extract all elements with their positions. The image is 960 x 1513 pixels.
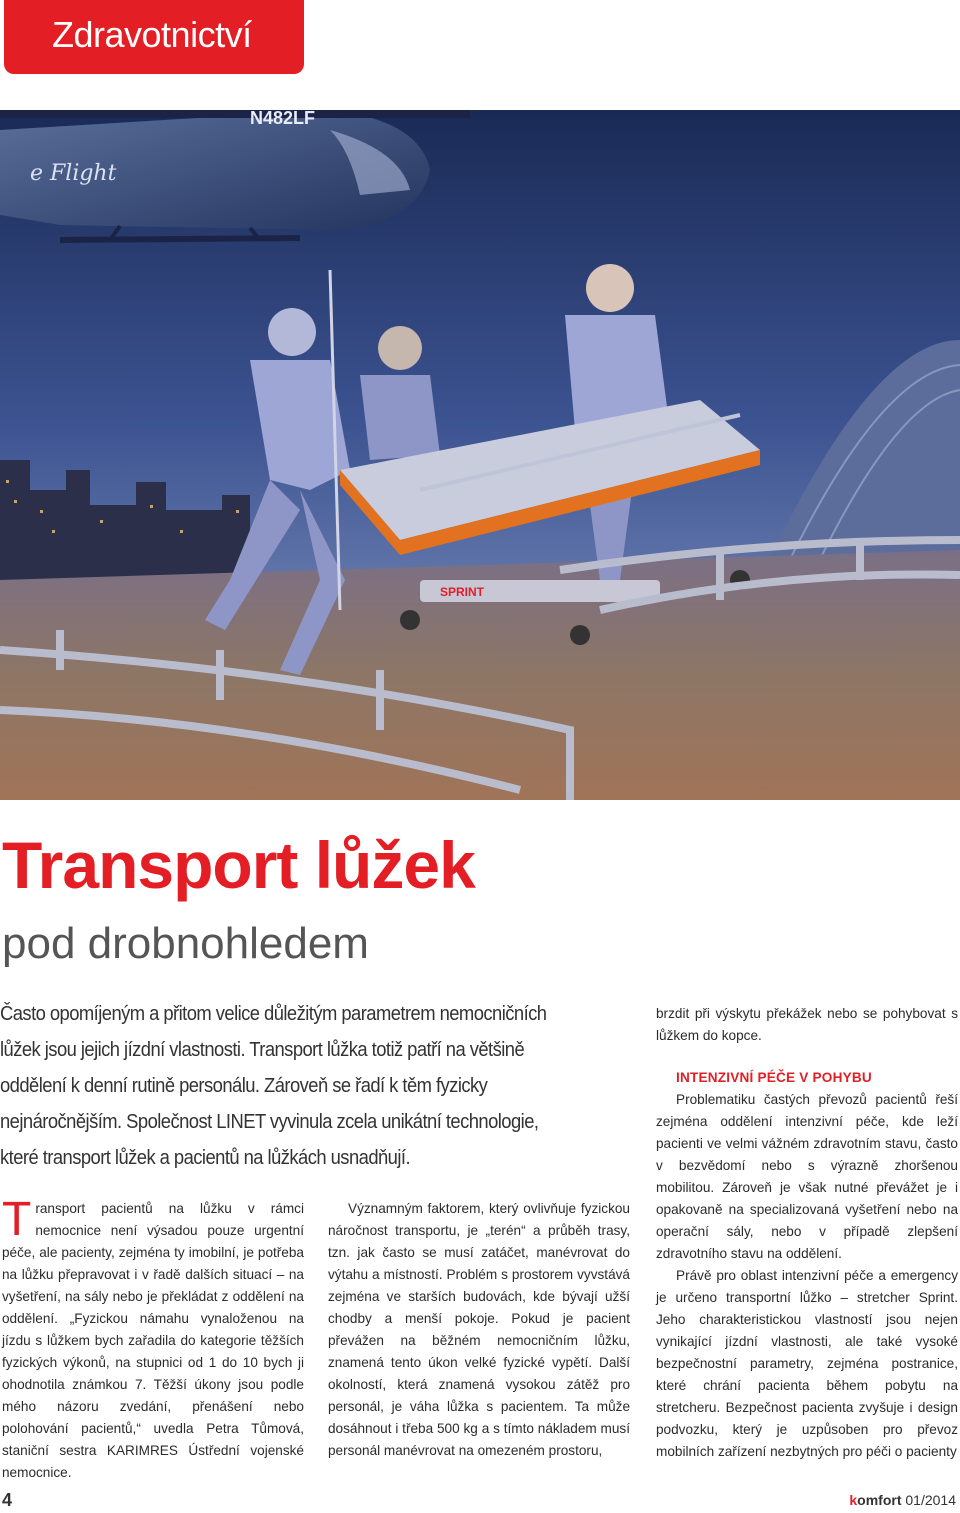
column-3-paragraph-1: Problematiku častých převozů pacientů řeší zejména oddělení intenzivní péče, kde leží pacienti ve velmi vážném zdravotním stavu, často v bezvědomí nebo s výrazně zhoršenou mobilitou. Zároveň je však nutné převážet je i opakovaně na specializovaná vyšetření nebo na operační sály, nebo v případě zlepšení zdravotního stavu na oddělení. bbox=[656, 1092, 958, 1261]
article-column-3 bbox=[656, 1003, 958, 1463]
article-column-1 bbox=[2, 1193, 304, 1484]
column-3-intro: brzdit při výskytu překážek nebo se pohybovat s lůžkem do kopce. bbox=[656, 1006, 958, 1043]
magazine-brand: omfort bbox=[857, 1492, 902, 1508]
magazine-brand-prefix: k bbox=[849, 1492, 858, 1508]
page-number: 4 bbox=[2, 1490, 13, 1510]
column-1-text: ransport pacientů na lůžku v rámci nemocnice není výsadou pouze urgentní péče, ale pacienty, zejména ty imobilní, je potřeba na lůžku přepravovat i v řadě dalších situací – na vyšetření, na sály nebo je překládat z oddělení na oddělení. „Fyzickou námahu vynaloženou na jízdu s lůžkem bych zařadila do kategorie těžších fyzických výkonů, na stupnici od 1 do 10 bych ji ohodnotila známkou 7. Těžší úkony jsou podle mého názoru zvedání, přenášení nebo polohování pacientů,“ uvedla Petra Tůmová, staniční sestra KARIMRES Ústřední vojenské nemocnice. bbox=[2, 1201, 304, 1480]
issue-number: 01/2014 bbox=[905, 1492, 956, 1508]
article-subtitle: pod drobnohledem bbox=[2, 919, 369, 968]
helicopter-registration: N482LF bbox=[250, 110, 316, 128]
stretcher-label: SPRINT bbox=[440, 585, 485, 599]
article-title: Transport lůžek bbox=[2, 828, 475, 902]
column-2-text: Významným faktorem, který ovlivňuje fyzickou náročnost transportu, je „terén“ a průběh trasy, tzn. jak často se musí zatáčet, manévrovat do výtahu a místností. Problém s prostorem vyvstává zejména ve starších budovách, kde bývají užší chodby a menší pokoje. Pokud je pacient převážen na běžném nemocničním lůžku, znamená tento úkon velké fyzické vypětí. Další okolností, která znamená vysokou zátěž pro personál, je váha lůžka s pacientem. Ta může dosáhnout i třeba 500 kg a s tímto nákladem musí personál manévrovat na omezeném prostoru, bbox=[328, 1201, 630, 1458]
section-title: Zdravotnictví bbox=[52, 14, 252, 55]
hero-photo bbox=[0, 110, 960, 800]
magazine-footer bbox=[849, 1492, 956, 1508]
column-3-paragraph-2: Právě pro oblast intenzivní péče a emergency je určeno transportní lůžko – stretcher Sprint. Jeho charakteristickou vlastností jsou nejen vynikající jízdní vlastnosti, ale také vysoké bezpečnostní parametry, zejména postranice, které chrání pacienta během pobytu na stretcheru. Bezpečnost pacienta zvyšuje i design podvozku, který je uzpůsoben pro převoz mobilních zařízení nezbytných pro péči o pacienty bbox=[656, 1268, 958, 1459]
article-column-2 bbox=[328, 1198, 630, 1462]
section-tab bbox=[4, 0, 304, 74]
article-lead: Často opomíjeným a přitom velice důležitým parametrem nemocničních lůžek jsou jejich jízdní vlastnosti. Transport lůžka totiž patří na většině oddělení k denní rutině personálu. Zároveň se řadí k těm fyzicky nejnáročnějším. Společnost LINET vyvinula zcela unikátní technologie, které transport lůžek a pacientů na lůžkách usnadňují. bbox=[0, 1003, 547, 1169]
helicopter-livery: e Flight bbox=[30, 161, 117, 186]
section-subheading: INTENZIVNÍ PÉČE V POHYBU bbox=[676, 1070, 872, 1085]
dropcap: T bbox=[2, 1193, 32, 1246]
